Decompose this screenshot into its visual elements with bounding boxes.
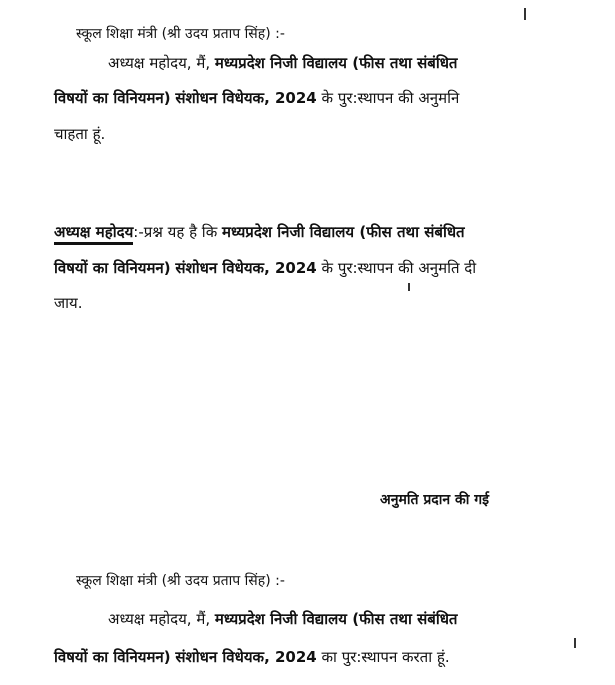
decision-text: अनुमति प्रदान की गई	[380, 492, 489, 508]
speaker-heading: स्कूल शिक्षा मंत्री (श्री उदय प्रताप सिंह) :-	[76, 573, 285, 589]
scan-mark	[574, 638, 576, 648]
scan-mark	[408, 283, 410, 291]
speaker-heading: स्कूल शिक्षा मंत्री (श्री उदय प्रताप सिंह) :-	[76, 26, 285, 42]
paragraph-line: विषयों का विनियमन) संशोधन विधेयक, 2024 के पुर:स्थापन की अनुमनि	[54, 89, 460, 107]
paragraph-line: विषयों का विनियमन) संशोधन विधेयक, 2024 के पुर:स्थापन की अनुमति दी	[54, 259, 477, 277]
paragraph-line: चाहता हूं.	[54, 125, 106, 143]
paragraph-line: अध्यक्ष महोदय, मैं, मध्यप्रदेश निजी विद्यालय (फीस तथा संबंधित	[108, 54, 458, 72]
paragraph-line: अध्यक्ष महोदय, मैं, मध्यप्रदेश निजी विद्यालय (फीस तथा संबंधित	[108, 610, 458, 628]
paragraph-line: जाय.	[54, 294, 83, 312]
paragraph-line: अध्यक्ष महोदय:-प्रश्न यह है कि मध्यप्रदेश निजी विद्यालय (फीस तथा संबंधित	[54, 222, 465, 242]
paragraph-line: विषयों का विनियमन) संशोधन विधेयक, 2024 का पुर:स्थापन करता हूं.	[54, 648, 450, 666]
chair-speaker: अध्यक्ष महोदय	[54, 223, 133, 245]
scan-mark	[524, 8, 526, 20]
